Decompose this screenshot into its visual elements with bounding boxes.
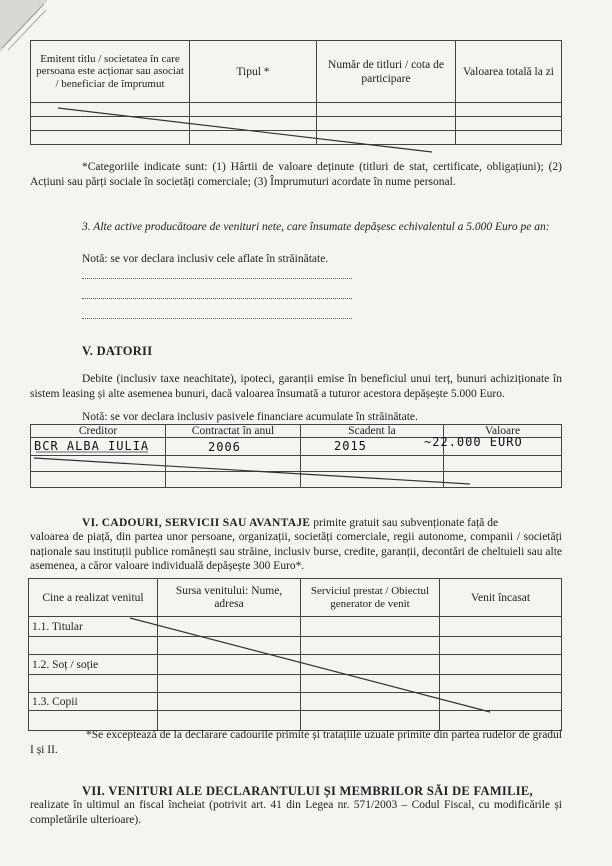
- table-row: [29, 675, 562, 693]
- handwritten-creditor: BCR ALBA IULIA: [34, 439, 150, 453]
- cadouri-header-row: [29, 579, 562, 617]
- handwritten-valoare: ~22.000 EURO: [424, 435, 523, 449]
- nota-categorii: *Categoriile indicate sunt: (1) Hârtii de valoare deținute (titluri de stat, certificate, obligațiuni); (2) Acțiuni sau părți sociale în societăți comerciale; (3) Împrumuturi acordate în nume personal.: [30, 161, 562, 188]
- table-row: [31, 472, 562, 488]
- cadouri-heading: VI. CADOURI, SERVICII SAU AVANTAJE: [82, 517, 311, 529]
- dotted-line: [82, 278, 352, 279]
- row-label: 1.3. Copii: [29, 693, 158, 711]
- datorii-nota: Notă: se vor declara inclusiv pasivele financiare acumulate în străinătate.: [82, 411, 418, 423]
- handwritten-an: 2006: [208, 440, 241, 454]
- row-label: 1.1. Titular: [29, 617, 158, 637]
- handwritten-scadent: 2015: [334, 439, 367, 453]
- cadouri-table: [28, 578, 562, 731]
- header-serviciul: Serviciul prestat / Obiectul generator de venit: [301, 579, 440, 617]
- cadouri-heading-rest: primite gratuit sau subvenționate față de: [313, 517, 499, 529]
- venituri-heading: VII. VENITURI ALE DECLARANTULUI ȘI MEMBRILOR SĂI DE FAMILIE,: [82, 784, 533, 798]
- cadouri-heading-line: [82, 516, 562, 531]
- cadouri-nota: *Se exceptează de la declarare cadourile primite și tratațiile uzuale primite din partea rudelor de gradul I și II.: [30, 729, 562, 756]
- table-row: [31, 117, 562, 131]
- datorii-text: Debite (inclusiv taxe neachitate), ipoteci, garanții emise în beneficiul unui terț, bunuri achiziționate în sistem leasing și alte asemenea bunuri, dacă valoarea însumată a tuturor acestora depășește 5.000 Euro.: [30, 373, 562, 400]
- titluri-table: [30, 40, 562, 145]
- dotted-line: [82, 318, 352, 319]
- header-tipul: Tipul *: [190, 41, 317, 103]
- header-contractat: Contractat în anul: [166, 425, 301, 438]
- table-row: [29, 617, 562, 637]
- table-row: [31, 131, 562, 145]
- datorii-table: [30, 424, 562, 488]
- titluri-header-row: [31, 41, 562, 103]
- table-row: [31, 103, 562, 117]
- header-valoare: Valoare: [444, 425, 562, 438]
- datorii-heading: V. DATORII: [82, 344, 153, 358]
- row-label: 1.2. Soț / soție: [29, 655, 158, 675]
- venituri-text: realizate în ultimul an fiscal încheiat (potrivit art. 41 din Legea nr. 571/2003 – Codul Fiscal, cu modificările și completările ulterioare).: [30, 799, 562, 826]
- table-row: [29, 693, 562, 711]
- table-row: [31, 456, 562, 472]
- table-row: [29, 655, 562, 675]
- header-valoare: Valoarea totală la zi: [456, 41, 562, 103]
- header-sursa: Sursa venitului: Nume, adresa: [158, 579, 301, 617]
- header-cine: Cine a realizat venitul: [29, 579, 158, 617]
- sectiune-3-nota: Notă: se vor declara inclusiv cele aflate în străinătate.: [82, 253, 329, 265]
- header-numar: Număr de titluri / cota de participare: [317, 41, 456, 103]
- dotted-line: [82, 298, 352, 299]
- header-emitent: Emitent titlu / societatea în care persoana este acționar sau asociat / beneficiar de împrumut: [31, 41, 190, 103]
- header-scadent: Scadent la: [301, 425, 444, 438]
- sectiune-3-title: 3. Alte active producătoare de venituri nete, care însumate depășesc echivalentul a 5.000 Euro pe an:: [82, 221, 550, 233]
- header-venit: Venit încasat: [440, 579, 562, 617]
- header-creditor: Creditor: [31, 425, 166, 438]
- cadouri-text: valoarea de piață, din partea unor persoane, organizații, societăți comerciale, regii autonome, companii / societăți naționale sau instituții publice românești sau străine, inclusiv burse, credite, garanții, decontări de cheltuieli sau alte asemenea, a căror valoare individuală depășește 300 Euro*.: [30, 531, 562, 572]
- table-row: [29, 637, 562, 655]
